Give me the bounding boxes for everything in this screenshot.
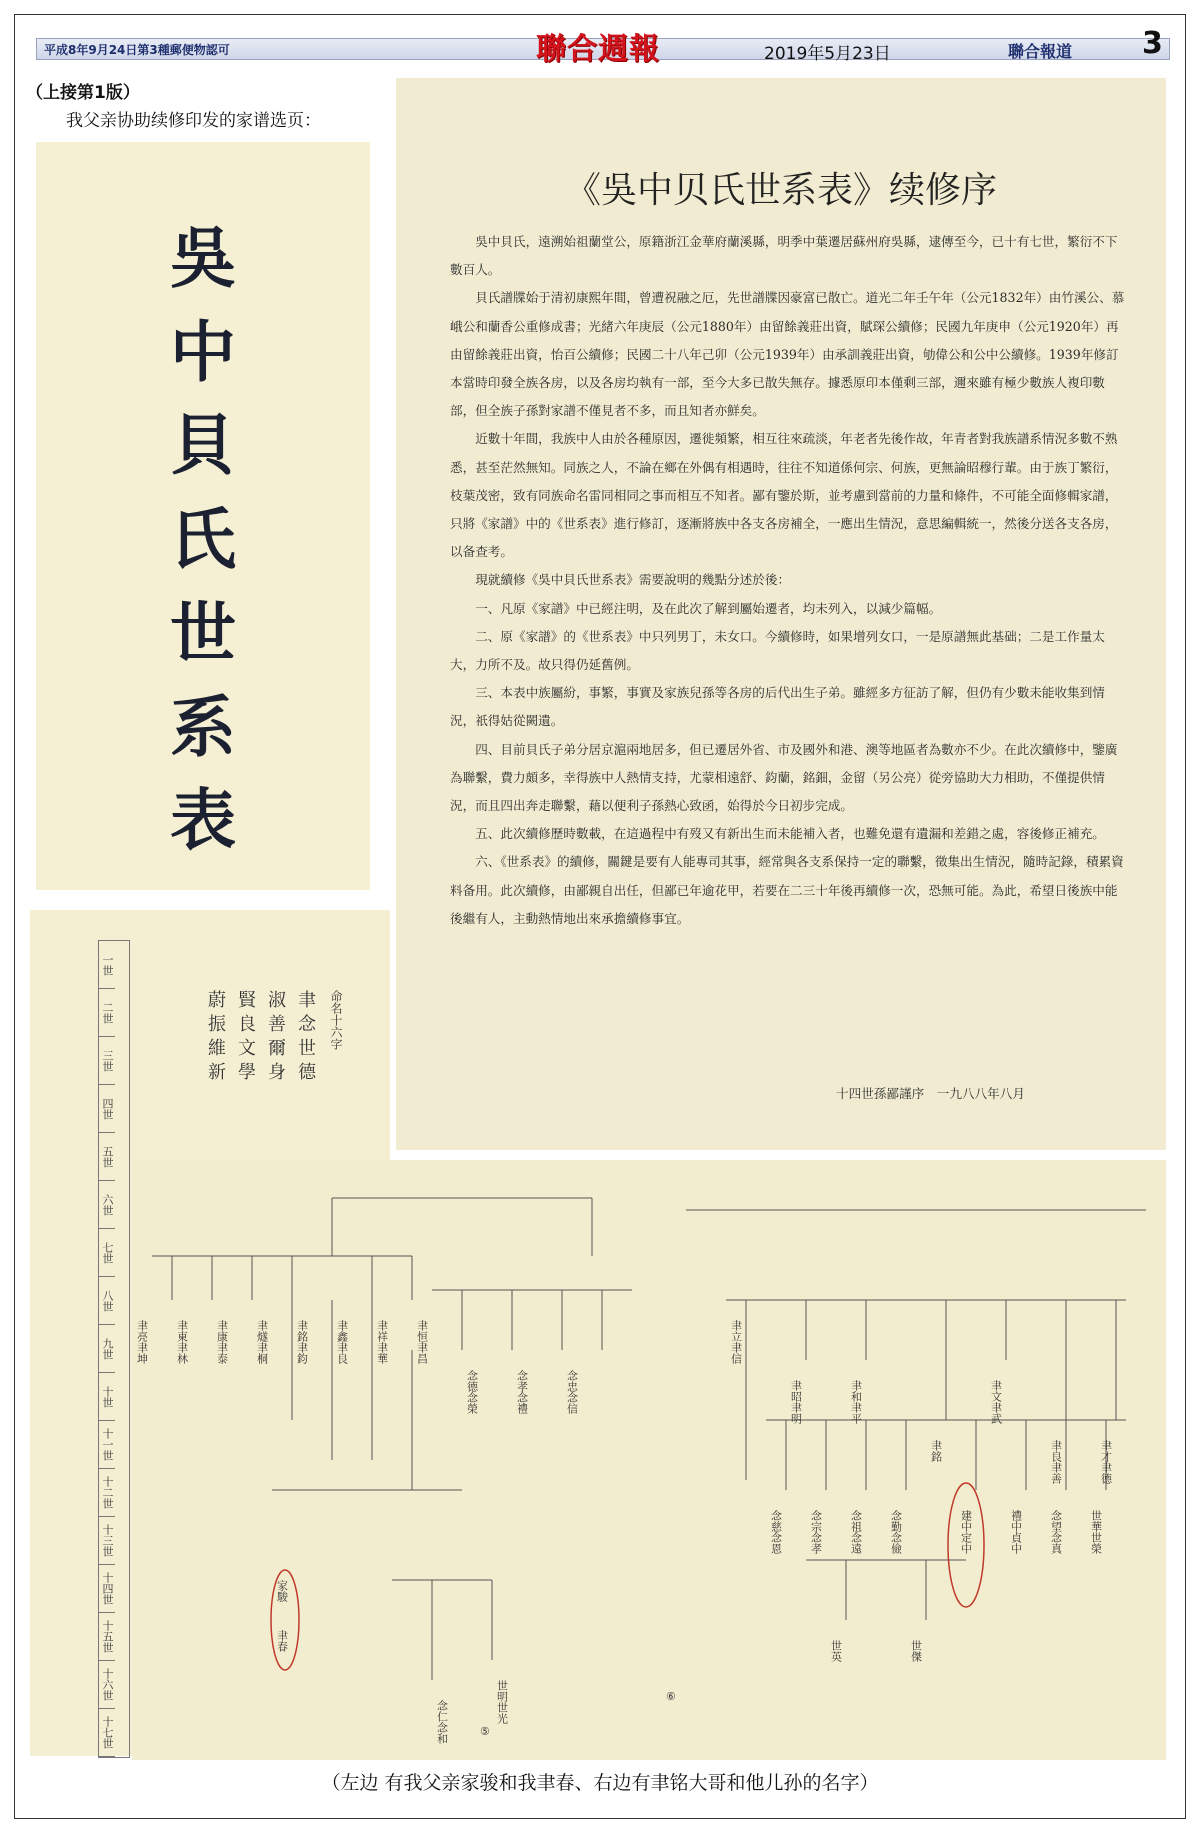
generation-column [98,940,130,1758]
intro-text: 我父亲协助续修印发的家谱选页： [66,111,321,131]
preface-paragraph: 吳中貝氏，遠溯始祖蘭堂公，原籍浙江金華府蘭溪縣，明季中葉遷居蘇州府吳縣，逮傳至今，已十有七世，繁衍不下數百人。 [450,234,1118,278]
generation-cell: 十二世 [99,1469,115,1517]
page-header [36,26,1170,67]
generation-cell: 二世 [99,989,115,1037]
naming-column-1: 聿念世德 [295,990,316,1086]
tree-left-page-number: ⑤ [480,1725,490,1738]
generation-cell: 三世 [99,1037,115,1085]
page-number: 3 [1142,26,1163,61]
generation-cell: 十世 [99,1373,115,1421]
postal-permit: 平成8年9月24日第3種郵便物認可 [44,43,230,57]
preface-signature: 十四世孫鄙謹序 一九八八年八月 [836,1086,1025,1101]
preface-paragraph: 三、本表中族屬紛，事繁，事實及家族兒孫等各房的后代出生子弟。雖經多方征訪了解，但仍有少數未能收集到情況，祇得姑從闕遺。 [450,685,1105,729]
svg-text:禮中貞中: 禮中貞中 [1009,1510,1023,1554]
svg-text:家駿: 家駿 [275,1580,289,1602]
naming-title: 命名十六字 [329,990,343,1050]
section-name: 聯合報道 [1008,42,1073,61]
preface-paragraph: 貝氏譜牒始于清初康熙年間，曾遭祝融之厄，先世譜牒因豪富已散亡。道光二年壬午年（公元1832年）由竹溪公、慕峨公和蘭香公重修成書；光緒六年庚辰（公元1880年）由留餘義莊出資，賦琛公續修；民國九年庚申（公元1920年）再由留餘義莊出資，怡百公續修；民國二十八年己卯（公元1939年）由承訓義莊出資，劬偉公和公中公續修。1939年修訂本當時印發全族各房，以及各房均執有一部，至今大多已散失無存。據悉原印本僅剩三部，邇來雖有極少數族人複印數部，但全族子孫對家譜不僅見者不多，而且知者亦鮮矣。 [450,290,1125,419]
svg-text:念望念真: 念望念真 [1049,1510,1063,1554]
svg-text:聿燧聿桐: 聿燧聿桐 [255,1320,269,1364]
generation-cell: 八世 [99,1277,115,1325]
cover-title-char: 吳 [170,219,236,297]
tree-right-page-number: ⑥ [666,1690,676,1703]
generation-cell: 十一世 [99,1421,115,1469]
generation-cell: 四世 [99,1085,115,1133]
family-tree-left-diagram [132,1160,646,1760]
svg-text:聿才聿德: 聿才聿德 [1099,1440,1113,1484]
cover-title-char: 中 [170,312,236,391]
svg-text:世明世光: 世明世光 [495,1680,509,1724]
svg-text:念宗念孝: 念宗念孝 [809,1510,823,1554]
genealogy-cover-image [36,142,370,890]
tree-right-entries [730,1319,1113,1663]
svg-text:聿銘聿鈞: 聿銘聿鈞 [295,1320,309,1364]
svg-text:聿祥聿華: 聿祥聿華 [375,1320,389,1364]
svg-text:聿鑫聿良: 聿鑫聿良 [335,1320,349,1364]
photo-caption: （左边 有我父亲家骏和我聿春、右边有聿铭大哥和他儿孙的名字） [321,1772,879,1794]
svg-text:聿恒聿昌: 聿恒聿昌 [415,1320,429,1364]
masthead-logo: 聯合週報 [536,32,660,67]
svg-text:念忠念信: 念忠念信 [565,1370,579,1414]
generation-cell: 十七世 [99,1709,115,1757]
svg-text:聿立聿信: 聿立聿信 [729,1320,743,1364]
generation-cell: 十六世 [99,1661,115,1709]
preface-body [450,228,1126,933]
svg-text:聿良聿善: 聿良聿善 [1049,1440,1063,1484]
svg-text:聿銘: 聿銘 [929,1440,943,1462]
family-tree-right-image [646,1160,1166,1760]
preface-paragraph: 現就續修《吳中貝氏世系表》需要說明的幾點分述於後： [475,572,791,588]
svg-text:念祖念遠: 念祖念遠 [849,1510,863,1554]
cover-title-char: 世 [170,593,236,672]
preface-paragraph: 五、此次續修歷時數載，在這過程中有歿又有新出生而未能補入者，也難免還有遺漏和差錯之處，容後修正補充。 [475,826,1105,842]
cover-title [36,212,370,868]
svg-text:聿康聿泰: 聿康聿泰 [215,1320,229,1364]
cover-title-char: 表 [170,781,236,860]
preface-paragraph: 四、目前貝氏子弟分居京滬兩地居多，但已遷居外省、市及國外和港、澳等地區者為數亦不少。在此次續修中，鑒廣為聯繫，費力頗多，幸得族中人熱情支持，尤蒙相遠舒、鈞蘭，銘鈿，金留（另公亮）從旁協助大力相助，不僅提供情況，而且四出奔走聯繫，藉以便利子孫熱心致函，始得於今日初步完成。 [450,741,1118,814]
cover-title-char: 貝 [170,406,236,485]
generation-cell: 七世 [99,1229,115,1277]
generation-cell: 十三世 [99,1517,115,1565]
svg-text:念德念榮: 念德念榮 [465,1370,479,1414]
generation-cell: 五世 [99,1133,115,1181]
preface-image [396,78,1166,1150]
svg-text:世英: 世英 [829,1640,843,1662]
svg-text:世傑: 世傑 [909,1640,923,1662]
svg-text:建中定中: 建中定中 [959,1510,973,1554]
cover-title-char: 氏 [170,500,236,579]
naming-column-3: 賢良文學 [235,990,256,1086]
svg-text:世華世榮: 世華世榮 [1089,1510,1103,1554]
family-tree-right-diagram [646,1160,1166,1760]
preface-paragraph: 一、凡原《家譜》中已經注明，及在此次了解到屬始遷者，均未列入，以減少篇幅。 [475,600,942,616]
svg-text:念慈念恩: 念慈念恩 [769,1510,783,1554]
svg-text:聿春: 聿春 [275,1630,289,1652]
issue-date: 2019年5月23日 [764,44,891,64]
preface-title: 《吳中贝氏世系表》续修序 [564,170,997,211]
generation-cell: 十四世 [99,1565,115,1613]
svg-text:聿和聿平: 聿和聿平 [849,1380,863,1424]
svg-text:念孝念禮: 念孝念禮 [515,1370,529,1414]
preface-paragraph: 近數十年間，我族中人由於各種原因，遷徙頻繁，相互往來疏淡，年老者先後作故，年青者對我族譜系情況多數不熟悉，甚至茫然無知。同族之人，不論在鄉在外偶有相遇時，往往不知道係何宗、何族，更無論昭穆行輩。由于族丁繁衍，枝葉茂密，致有同族命名雷同相同之事而相互不知者。鄙有鑒於斯，並考慮到當前的力量和條件，不可能全面修輯家譜，只將《家譜》中的《世系表》進行修訂，逐漸將族中各支各房補全，一應出生情況，意思編輯統一，然後分送各支各房，以备查考。 [450,431,1118,560]
naming-column-2: 淑善爾身 [265,990,286,1086]
tree-left-entries [136,1319,579,1745]
svg-text:聿亮聿坤: 聿亮聿坤 [135,1320,149,1364]
preface-paragraph: 六、《世系表》的續修，關鍵是要有人能專司其事，經常與各支系保持一定的聯繫，徵集出生情況，隨時記錄，積累資料备用。此次續修，由鄙親自出任，但鄙已年逾花甲，若要在二三十年後再續修一次，恐無可能。為此，希望日後族中能後繼有人，主動熱情地出來承擔續修事宜。 [450,854,1124,926]
svg-text:聿文聿武: 聿文聿武 [989,1380,1003,1424]
cover-title-char: 系 [170,687,236,766]
svg-text:念仁念和: 念仁念和 [435,1700,449,1744]
continued-note: （上接第1版） [26,83,140,103]
generation-cell: 六世 [99,1181,115,1229]
svg-text:念勤念儉: 念勤念儉 [889,1510,903,1554]
family-tree-left-image [132,1160,646,1760]
svg-text:聿東聿林: 聿東聿林 [175,1320,189,1364]
generation-cell: 一世 [99,941,115,989]
generation-cell: 十五世 [99,1613,115,1661]
generation-cell: 九世 [99,1325,115,1373]
svg-text:聿昭聿明: 聿昭聿明 [789,1380,803,1424]
naming-column-4: 蔚振維新 [205,990,226,1086]
preface-paragraph: 二、原《家譜》的《世系表》中只列男丁，未女口。今續修時，如果增列女口，一是原譜無此基础；二是工作量太大，力所不及。故只得仍延舊例。 [450,628,1105,673]
